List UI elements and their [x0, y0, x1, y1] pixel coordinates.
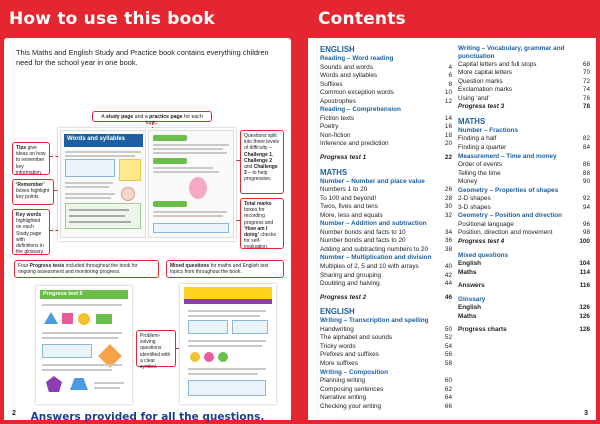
study-page-callout: A study page and a practice page for each topic.: [92, 111, 212, 122]
contents-entry-bold: [458, 269, 590, 278]
entry-page-number: 68: [582, 60, 590, 68]
entry-page-number: 40: [444, 263, 452, 271]
section-heading: Writing – Vocabulary, grammar and punctuation: [458, 45, 565, 60]
entry-page-number: 44: [444, 280, 452, 288]
contents-entry: [320, 195, 452, 204]
practice-page-thumbnail: [148, 130, 234, 238]
contents-entry: [320, 377, 452, 386]
contents-entry: [320, 237, 452, 246]
contents-entry: [458, 78, 590, 87]
entry-title: More suffixes: [320, 359, 358, 367]
entry-title: Checking your writing: [320, 402, 382, 410]
entry-title: Finding a quarter: [458, 143, 507, 151]
study-page-heading: Words and syllables: [64, 134, 143, 147]
entry-title: Sharing and grouping: [320, 271, 382, 279]
entry-title: English: [458, 260, 482, 268]
entry-page-number: 14: [444, 114, 452, 122]
remember-callout: ‘Remember’ boxes highlight key points: [12, 179, 54, 205]
entry-page-number: 90: [582, 178, 590, 186]
contents-entry-bold: [458, 304, 590, 313]
progress-test-heading: Progress test 6: [40, 290, 128, 299]
progress-test-image: [36, 286, 132, 404]
entry-title: Answers: [458, 282, 485, 290]
entry-page-number: 72: [582, 77, 590, 85]
entry-title: Capital letters and full stops: [458, 60, 537, 68]
entry-title: Sounds and words: [320, 63, 373, 71]
entry-title: Words and syllables: [320, 72, 378, 80]
entry-page-number: 82: [582, 135, 590, 143]
entry-page-number: 100: [579, 237, 590, 245]
questions-callout: Questions split into three levels of difficulty – Challenge 1, Challenge 2 and Challenge 3 – to help progression.: [240, 130, 284, 194]
entry-page-number: 10: [444, 89, 452, 97]
contents-column-left: [320, 45, 452, 411]
entry-page-number: 76: [582, 94, 590, 102]
entry-title: Narrative writing: [320, 394, 367, 402]
entry-title: 3-D shapes: [458, 203, 491, 211]
entry-page-number: 16: [444, 123, 452, 131]
section-heading: Reading – Word reading: [320, 55, 394, 62]
entry-page-number: 50: [444, 325, 452, 333]
entry-page-number: 96: [582, 220, 590, 228]
contents-entry: [320, 98, 452, 107]
contents-entry: [458, 161, 590, 170]
entry-title: The alphabet and sounds: [320, 334, 393, 342]
entry-page-number: 22: [444, 154, 452, 162]
entry-page-number: 116: [579, 282, 590, 290]
entry-page-number: 78: [582, 103, 590, 111]
section-heading: Writing – Transcription and spelling: [320, 317, 429, 325]
contents-entry: [320, 394, 452, 403]
contents-entry-bold: [458, 238, 590, 247]
page-number-left: 2: [12, 410, 16, 417]
entry-page-number: 86: [582, 161, 590, 169]
entry-title: Question marks: [458, 77, 503, 85]
page-number-right: 3: [584, 410, 588, 417]
contents-title: Contents: [318, 9, 406, 29]
contents-entry: [320, 64, 452, 73]
entry-title: Tricky words: [320, 342, 356, 350]
entry-title: English: [458, 304, 482, 312]
section-heading: Measurement – Time and money: [458, 152, 557, 160]
section-heading: Number – Multiplication and division: [320, 254, 432, 262]
contents-entry: [458, 170, 590, 179]
entry-page-number: 126: [579, 304, 590, 312]
section-heading: Writing – Composition: [320, 368, 389, 376]
contents-entry-bold: [458, 260, 590, 269]
entry-page-number: 98: [582, 229, 590, 237]
entry-page-number: 32: [444, 211, 452, 219]
contents-entry: [320, 123, 452, 132]
contents-entry: [320, 403, 452, 412]
entry-page-number: 74: [582, 86, 590, 94]
entry-title: Doubling and halving: [320, 280, 380, 288]
contents-entry: [458, 144, 590, 153]
contents-entry: [320, 343, 452, 352]
subject-heading: ENGLISH: [320, 307, 355, 317]
section-heading: Geometry – Properties of shapes: [458, 186, 559, 194]
entry-title: More capital letters: [458, 69, 512, 77]
entry-title: Progress test 2: [320, 293, 367, 301]
entry-page-number: 30: [444, 203, 452, 211]
mixed-questions-image: [180, 284, 276, 404]
key-words-callout: Key words highlighted on each Study page with definitions in the glossary.: [12, 209, 50, 255]
entry-title: Money: [458, 178, 478, 186]
entry-title: Exclamation marks: [458, 86, 512, 94]
entry-page-number: 92: [582, 195, 590, 203]
contents-entry: [320, 115, 452, 124]
entry-page-number: 56: [444, 351, 452, 359]
contents-entry: [320, 272, 452, 281]
entry-page-number: 20: [444, 140, 452, 148]
subject-heading: MATHS: [458, 116, 486, 126]
answers-statement: Answers provided for all the questions.: [30, 411, 265, 423]
entry-page-number: 6: [448, 72, 452, 80]
contents-entry: [320, 360, 452, 369]
contents-entry-bold: [458, 313, 590, 322]
section-heading: Geometry – Position and direction: [458, 212, 563, 220]
entry-page-number: 62: [444, 385, 452, 393]
contents-entry: [458, 61, 590, 70]
entry-title: Fiction texts: [320, 114, 355, 122]
entry-title: Inference and prediction: [320, 140, 389, 148]
contents-entry: [320, 89, 452, 98]
intro-paragraph: This Maths and English Study and Practice book contains everything children need for the school year in one book.: [16, 48, 269, 67]
contents-entry: [458, 135, 590, 144]
entry-page-number: 94: [582, 203, 590, 211]
entry-page-number: 42: [444, 271, 452, 279]
entry-page-number: 88: [582, 169, 590, 177]
contents-entry: [458, 195, 590, 204]
contents-entry: [458, 204, 590, 213]
contents-entry: [320, 280, 452, 289]
contents-entry: [320, 229, 452, 238]
section-heading: Number – Number and place value: [320, 177, 425, 185]
contents-entry: [320, 186, 452, 195]
entry-title: Prefixes and suffixes: [320, 351, 379, 359]
contents-entry-bold: [320, 154, 452, 163]
contents-entry-bold: [320, 294, 452, 303]
how-to-use-page: [4, 38, 291, 423]
contents-entry: [320, 351, 452, 360]
entry-title: Position, direction and movement: [458, 229, 553, 237]
entry-page-number: 28: [444, 194, 452, 202]
entry-title: Number bonds and facts to 10: [320, 228, 406, 236]
entry-title: Non-fiction: [320, 131, 351, 139]
contents-entry: [320, 81, 452, 90]
mixed-questions-callout: Mixed questions for maths and English test topics from throughout the book.: [166, 260, 284, 278]
contents-entry: [458, 229, 590, 238]
contents-entry: [320, 140, 452, 149]
entry-page-number: 114: [579, 268, 590, 276]
entry-page-number: 84: [582, 143, 590, 151]
entry-title: Common exception words: [320, 89, 394, 97]
entry-page-number: 60: [444, 377, 452, 385]
entry-page-number: 128: [579, 326, 590, 334]
contents-entry-bold: [458, 103, 590, 112]
entry-title: More, less and equals: [320, 211, 383, 219]
entry-title: Progress test 3: [458, 103, 505, 111]
entry-title: Twos, fives and tens: [320, 203, 378, 211]
contents-entry: [320, 326, 452, 335]
entry-page-number: 126: [579, 312, 590, 320]
entry-page-number: 70: [582, 69, 590, 77]
section-heading: Reading – Comprehension: [320, 106, 401, 114]
subject-heading: ENGLISH: [320, 45, 355, 54]
problem-solving-callout: Problem-solving questions identified with a clear symbol.: [136, 330, 176, 367]
left-page-title: How to use this book: [9, 9, 215, 29]
entry-page-number: 36: [444, 237, 452, 245]
contents-entry: [458, 86, 590, 95]
entry-title: Maths: [458, 312, 477, 320]
entry-page-number: 34: [444, 228, 452, 236]
contents-entry-bold: [458, 282, 590, 291]
study-practice-spread-image: [58, 128, 236, 241]
entry-title: Maths: [458, 268, 477, 276]
entry-title: Progress test 4: [458, 237, 505, 245]
section-heading: Glossary: [458, 295, 486, 303]
entry-title: Composing sentences: [320, 385, 384, 393]
entry-page-number: 18: [444, 131, 452, 139]
contents-page: [308, 38, 596, 420]
contents-column-right: [458, 45, 590, 335]
entry-page-number: 46: [444, 293, 452, 301]
tips-callout: Tips give ideas on how to remember key information.: [12, 142, 50, 175]
study-page-thumbnail: [60, 130, 146, 238]
entry-title: Progress charts: [458, 326, 507, 334]
entry-title: Planning writing: [320, 377, 366, 385]
section-heading: Number – Fractions: [458, 126, 519, 134]
entry-title: 2-D shapes: [458, 195, 491, 203]
entry-title: Progress test 1: [320, 154, 367, 162]
contents-entry: [458, 69, 590, 78]
contents-entry: [320, 203, 452, 212]
entry-title: Adding and subtracting numbers to 20: [320, 245, 429, 253]
contents-entry: [320, 386, 452, 395]
entry-title: Number bonds and facts to 20: [320, 237, 406, 245]
contents-entry: [458, 178, 590, 187]
entry-title: Telling the time: [458, 169, 501, 177]
entry-title: To 100 and beyond!: [320, 194, 377, 202]
entry-title: Suffixes: [320, 80, 343, 88]
entry-title: Positional language: [458, 220, 514, 228]
section-heading: Number – Addition and subtraction: [320, 220, 427, 228]
contents-entry: [458, 95, 590, 104]
entry-title: Multiples of 2, 5 and 10 with arrays: [320, 263, 419, 271]
entry-page-number: 52: [444, 334, 452, 342]
entry-page-number: 64: [444, 394, 452, 402]
entry-page-number: 58: [444, 359, 452, 367]
entry-page-number: 12: [444, 97, 452, 105]
entry-title: Poetry: [320, 123, 339, 131]
contents-entry: [320, 334, 452, 343]
entry-page-number: 54: [444, 342, 452, 350]
entry-page-number: 26: [444, 186, 452, 194]
entry-title: Handwriting: [320, 325, 354, 333]
subject-heading: MATHS: [320, 167, 348, 177]
entry-title: Using ‘and’: [458, 94, 490, 102]
total-marks-callout: Total marks boxes for recording progress and ‘How am I doing’ checks for self-evaluation.: [240, 198, 284, 249]
entry-page-number: 38: [444, 245, 452, 253]
entry-page-number: 66: [444, 402, 452, 410]
progress-tests-callout: Four Progress tests included throughout the book for ongoing assessment and monitoring progress.: [14, 260, 159, 278]
contents-entry: [458, 221, 590, 230]
contents-entry: [320, 72, 452, 81]
entry-title: Apostrophes: [320, 97, 356, 105]
contents-entry: [320, 263, 452, 272]
entry-page-number: 4: [448, 63, 452, 71]
contents-entry: [320, 212, 452, 221]
entry-page-number: 104: [579, 260, 590, 268]
contents-entry: [320, 246, 452, 255]
entry-title: Finding a half: [458, 135, 497, 143]
contents-entry-bold: [458, 326, 590, 335]
section-heading: Mixed questions: [458, 251, 509, 259]
entry-title: Order of events: [458, 161, 503, 169]
entry-page-number: 8: [448, 80, 452, 88]
contents-entry: [320, 132, 452, 141]
entry-title: Numbers 1 to 20: [320, 186, 368, 194]
